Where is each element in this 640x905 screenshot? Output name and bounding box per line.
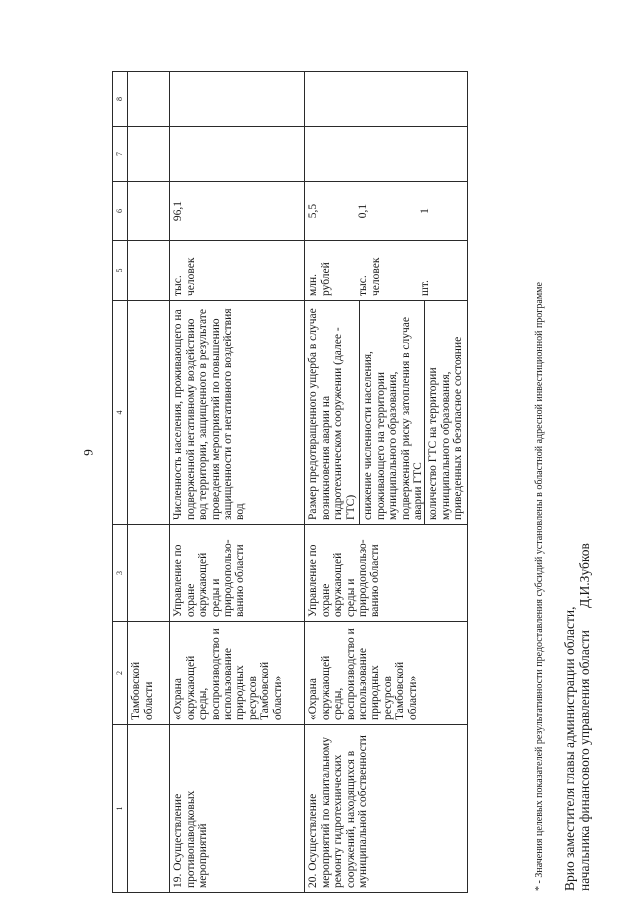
- column-header: 3: [113, 525, 128, 622]
- table-cell: [305, 182, 467, 241]
- table-cell: [128, 127, 170, 182]
- table-cell: [170, 72, 305, 127]
- column-header: 7: [113, 127, 128, 182]
- indicator-unit: тыс. человек: [172, 257, 197, 296]
- table-cell: [128, 301, 170, 525]
- signature-block: [562, 371, 592, 891]
- indicator-text: Размер предотвращенного ущерба в случае возникновения аварии на гидротехническом сооружении (далее - ГТС): [307, 308, 357, 520]
- column-header: 8: [113, 72, 128, 127]
- table-cell: 19. Осуществление противопаводковых мероприятий: [170, 725, 305, 893]
- indicator-unit: тыс. человек: [357, 257, 382, 296]
- indicator-value: 1: [419, 208, 432, 214]
- signer-position-line: Врио заместителя главы администрации области,: [562, 606, 577, 891]
- page-number: 9: [80, 449, 96, 456]
- indicator-value: 0,1: [357, 203, 370, 219]
- column-header: 1: [113, 725, 128, 893]
- table-row: [170, 72, 305, 893]
- table-cell: [305, 127, 467, 182]
- indicator-value: 96,1: [172, 200, 185, 222]
- table-cell: «Охрана окружающей среды, воспроизводство и использование природных ресурсов Тамбовской области»: [305, 622, 467, 725]
- footnote: * - Значения целевых показателей результативности предоставления субсидий установлены в областной адресной инвестиционной программе: [534, 282, 545, 891]
- column-header: 6: [113, 182, 128, 241]
- indicators-table: [112, 71, 468, 893]
- column-header: 4: [113, 301, 128, 525]
- table-cell: [305, 301, 467, 525]
- table-cell: [170, 182, 305, 241]
- signer-position: начальника финансового управления области: [577, 630, 592, 891]
- column-header: 2: [113, 622, 128, 725]
- table-cell: [305, 241, 467, 301]
- table-cell: [128, 72, 170, 127]
- table-row: [128, 72, 170, 893]
- table-cell: [128, 182, 170, 241]
- table-cell: Тамбовской области: [128, 622, 170, 725]
- table-cell: Управление по охране окружающей среды и природопользо-ванию области: [170, 525, 305, 622]
- table-cell: [305, 72, 467, 127]
- indicator-text: Численность населения, проживающего на подверженной негативному воздействию вод территории, защищенного в результате проведения мероприятий по повышению защищенности от негативного воздействия вод: [172, 308, 247, 520]
- indicator-text: количество ГТС на территории муниципального образования, приведенных в безопасное состояние: [424, 301, 464, 524]
- table-header-row: [113, 72, 128, 893]
- table-cell: [128, 241, 170, 301]
- table-cell: [128, 725, 170, 893]
- indicator-unit: млн. рублей: [307, 262, 332, 296]
- indicator-unit: шт.: [419, 280, 432, 296]
- table-cell: [170, 241, 305, 301]
- column-header: 5: [113, 241, 128, 301]
- table-cell: [170, 301, 305, 525]
- table-cell: [170, 127, 305, 182]
- indicator-text: снижение численности населения, проживающего на территории муниципального образования, подверженной риску затопления в случае аварии ГТС: [359, 301, 422, 524]
- table-cell: [128, 525, 170, 622]
- table-cell: Управление по охране окружающей среды и природопользо-ванию области: [305, 525, 467, 622]
- table-cell: 20. Осуществление мероприятий по капитальному ремонту гидротехнических сооружений, находящихся в муниципальной собственности: [305, 725, 467, 893]
- table-cell: «Охрана окружающей среды, воспроизводство и использование природных ресурсов Тамбовской области»: [170, 622, 305, 725]
- indicator-value: 5,5: [307, 203, 320, 219]
- signer-name: Д.И.Зубков: [577, 543, 592, 609]
- table-row: [305, 72, 467, 893]
- signer-position-line: [577, 371, 592, 891]
